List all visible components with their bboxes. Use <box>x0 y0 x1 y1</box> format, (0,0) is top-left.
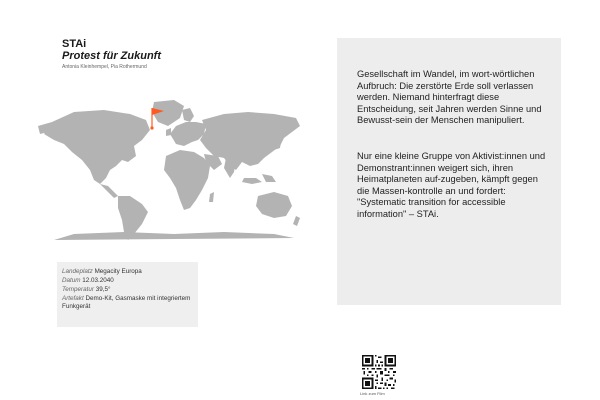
story-panel <box>337 38 561 305</box>
story-paragraph-2: Nur eine kleine Gruppe von Aktivist:innen und Demonstrant:innen weigert sich, ihren Heimatplaneten auf-zugeben, kämpft gegen die Massen-kontrolle an und fordert: "Systematic transition for accessible information" – STAi. <box>357 151 546 219</box>
north-america-shape <box>44 110 150 184</box>
info-temperatur-label: Temperatur <box>62 286 94 293</box>
uk-shape <box>166 128 171 136</box>
world-map <box>34 100 304 242</box>
new-zealand-shape <box>293 216 300 226</box>
info-datum <box>62 277 114 285</box>
story-paragraph-1: Gesellschaft im Wandel, im wort-wörtlichen Aufbruch: Die zerstörte Erde soll verlassen werden. Niemand hinterfragt diese Entscheidung, seit Jahren werden Sinne und Bewusst-sein der Menschen manipuliert. <box>357 69 542 126</box>
info-datum-value: 12.03.2040 <box>82 277 114 284</box>
africa-shape <box>164 150 210 210</box>
indonesia-shape <box>242 178 262 184</box>
indonesia-shape-2 <box>262 174 276 182</box>
info-artefakt-value: Demo-Kit, Gasmaske mit integriertem Funkgerät <box>62 295 191 310</box>
qr-code[interactable] <box>362 355 396 389</box>
europe-shape <box>170 122 206 146</box>
info-artefakt-label: Artefakt <box>62 295 84 302</box>
antarctica-shape <box>54 232 294 240</box>
qr-caption: Link zum Film <box>360 391 385 396</box>
info-temperatur <box>62 286 111 294</box>
india-shape <box>224 158 236 178</box>
info-datum-label: Datum <box>62 277 81 284</box>
info-landeplatz <box>62 268 142 276</box>
central-america-shape <box>100 184 118 198</box>
info-landeplatz-value: Megacity Europa <box>94 268 142 275</box>
info-temperatur-value: 39,5° <box>95 286 111 293</box>
madagascar-shape <box>209 192 214 202</box>
info-artefakt <box>62 295 196 311</box>
page-subtitle: Protest für Zukunft <box>62 50 161 62</box>
authors: Antonia Kleinhempel, Pia Rothermund <box>62 64 147 70</box>
info-landeplatz-label: Landeplatz <box>62 268 93 275</box>
info-box <box>57 262 198 327</box>
page-title: STAi <box>62 38 87 50</box>
australia-shape <box>256 192 292 218</box>
scandinavia-shape <box>182 108 194 122</box>
